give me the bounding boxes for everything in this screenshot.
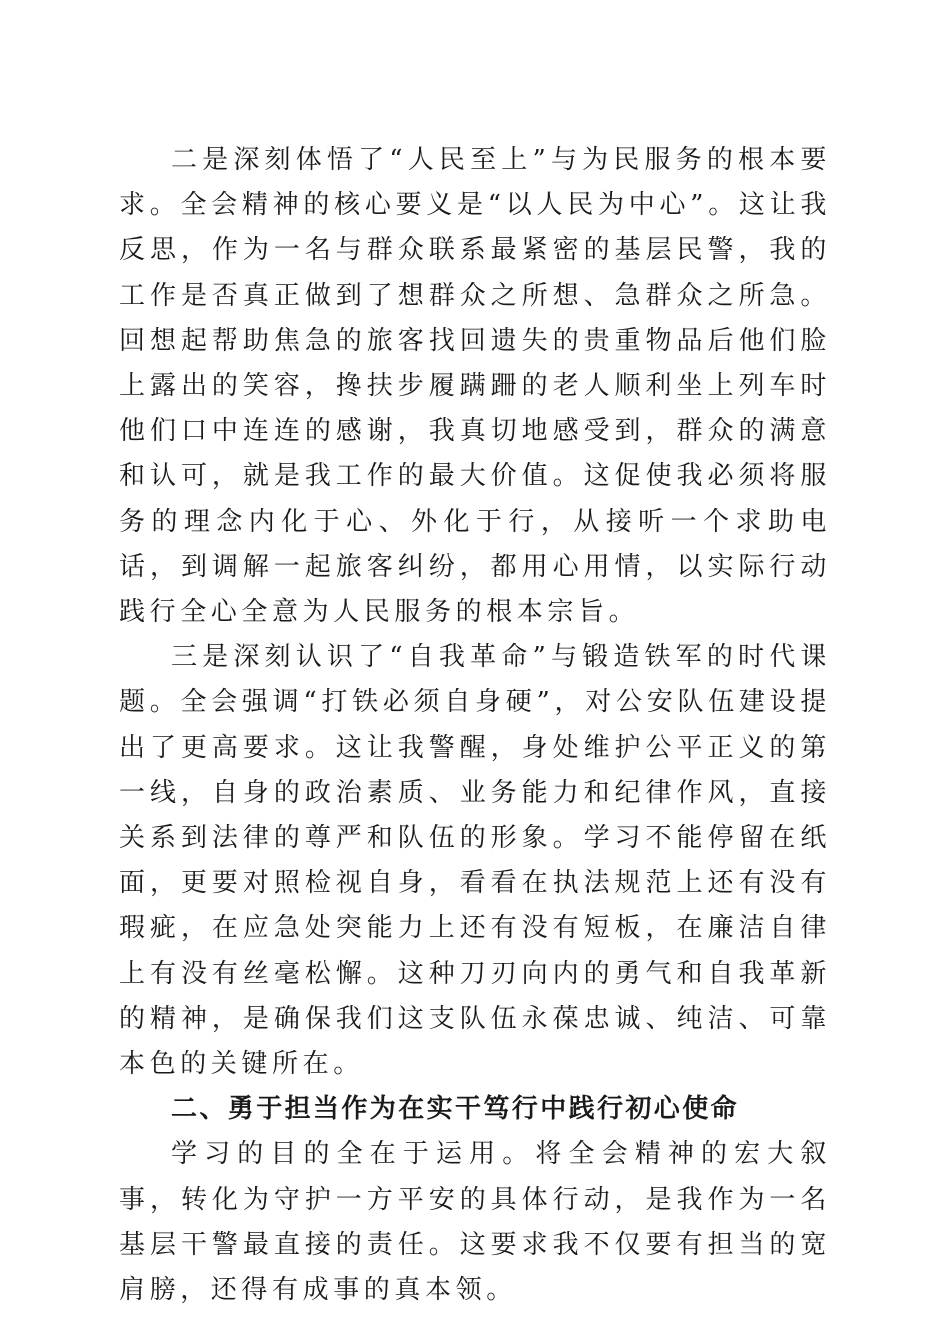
paragraph-closing: 学习的目的全在于运用。将全会精神的宏大叙事，转化为守护一方平安的具体行动，是我作为一名基层干警最直接的责任。这要求我不仅要有担当的宽肩膀，还得有成事的真本领。 bbox=[119, 1139, 831, 1306]
document-body bbox=[119, 138, 831, 1313]
section-heading: 二、勇于担当作为在实干笃行中践行初心使命 bbox=[171, 1094, 740, 1125]
paragraph-people-first: 二是深刻体悟了“人民至上”与为民服务的根本要求。全会精神的核心要义是“以人民为中心”。这让我反思，作为一名与群众联系最紧密的基层民警，我的工作是否真正做到了想群众之所想、急群众之所急。回想起帮助焦急的旅客找回遗失的贵重物品后他们脸上露出的笑容，搀扶步履蹒跚的老人顺利坐上列车时他们口中连连的感谢，我真切地感受到，群众的满意和认可，就是我工作的最大价值。这促使我必须将服务的理念内化于心、外化于行，从接听一个求助电话，到调解一起旅客纠纷，都用心用情，以实际行动践行全心全意为人民服务的根本宗旨。 bbox=[119, 145, 831, 628]
paragraph-self-revolution: 三是深刻认识了“自我革命”与锻造铁军的时代课题。全会强调“打铁必须自身硬”，对公安队伍建设提出了更高要求。这让我警醒，身处维护公平正义的第一线，自身的政治素质、业务能力和纪律作风，直接关系到法律的尊严和队伍的形象。学习不能停留在纸面，更要对照检视自身，看看在执法规范上还有没有瑕疵，在应急处突能力上还有没有短板，在廉洁自律上有没有丝毫松懈。这种刀刃向内的勇气和自我革新的精神，是确保我们这支队伍永葆忠诚、纯洁、可靠本色的关键所在。 bbox=[119, 642, 831, 1080]
